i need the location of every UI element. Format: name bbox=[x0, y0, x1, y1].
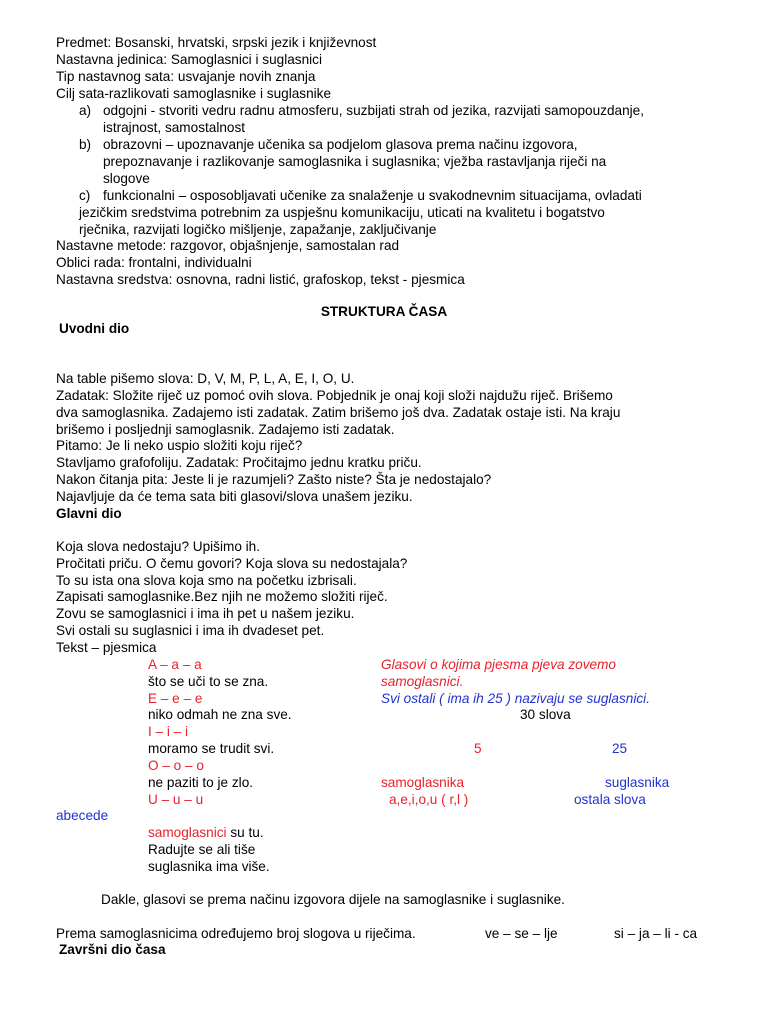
letters-30-label: 30 slova bbox=[520, 707, 571, 722]
main-line-2: Pročitati priču. O čemu govori? Koja slova su nedostajala? bbox=[56, 556, 408, 571]
goal-a-line-1: odgojni - stvoriti vedru radnu atmosferu, suzbijati strah od jezika, razvijati samopouzdanje, bbox=[103, 103, 644, 118]
lesson-goal-line: Cilj sata-razlikovati samoglasnike i suglasnike bbox=[56, 86, 332, 101]
intro-line-4: brišemo i posljednji samoglasnik. Zadajemo isti zadatak. bbox=[56, 422, 395, 437]
alphabet-label: abecede bbox=[56, 808, 109, 823]
main-line-3: To su ista ona slova koja smo na početku izbrisali. bbox=[56, 573, 357, 588]
main-line-6: Svi ostali su suglasnici i ima ih dvadeset pet. bbox=[56, 623, 325, 638]
lesson-type-line: Tip nastavnog sata: usvajanje novih znanja bbox=[56, 69, 316, 84]
syllables-line: Prema samoglasnicima određujemo broj slogova u riječima. bbox=[56, 926, 416, 941]
lesson-unit-line: Nastavna jedinica: Samoglasnici i suglasnici bbox=[56, 52, 322, 67]
poem-line-4: niko odmah ne zna sve. bbox=[148, 707, 292, 722]
syllable-example-2: si – ja – li - ca bbox=[614, 926, 698, 941]
goal-b-marker: b) bbox=[79, 137, 92, 152]
goal-c-line-1: funkcionalni – osposobljavati učenike za snalaženje u svakodnevnim situacijama, ovladati bbox=[103, 188, 642, 203]
structure-title: STRUKTURA ČASA bbox=[320, 304, 448, 319]
intro-line-3: dva samoglasnika. Zadajemo isti zadatak. Zatim brišemo još dva. Zadatak ostaje isti. Na kraju bbox=[56, 405, 621, 420]
vowels-note-line-1: Glasovi o kojima pjesma pjeva zovemo bbox=[381, 657, 616, 672]
conclusion-line: Dakle, glasovi se prema načinu izgovora dijele na samoglasnike i suglasnike. bbox=[101, 892, 565, 907]
syllable-example-1: ve – se – lje bbox=[485, 926, 558, 941]
poem-line-9: U – u – u bbox=[148, 792, 204, 807]
goal-b-line-1: obrazovni – upoznavanje učenika sa podjelom glasova prema načinu izgovora, bbox=[103, 137, 578, 152]
poem-line-10 bbox=[148, 824, 264, 841]
goal-c-line-2: jezičkim sredstvima potrebnim za uspješnu komunikaciju, uticati na kvalitetu i bogatstvo bbox=[79, 205, 605, 220]
methods-line: Nastavne metode: razgovor, objašnjenje, samostalan rad bbox=[56, 238, 400, 253]
poem-line-1: A – a – a bbox=[148, 657, 202, 672]
final-heading: Završni dio časa bbox=[59, 942, 166, 957]
goal-a-marker: a) bbox=[79, 103, 92, 118]
teaching-aids-line: Nastavna sredstva: osnovna, radni listić, grafoskop, tekst - pjesmica bbox=[56, 272, 465, 287]
poem-line-10-rest: su tu. bbox=[226, 825, 264, 840]
vowels-list: a,e,i,o,u ( r,l ) bbox=[389, 792, 469, 807]
poem-line-3: E – e – e bbox=[148, 691, 203, 706]
poem-line-6: moramo se trudit svi. bbox=[148, 741, 275, 756]
goal-b-line-2: prepoznavanje i razlikovanje samoglasnika i suglasnika; vježba rastavljanja riječi na bbox=[103, 154, 607, 169]
goal-b-line-3: slogove bbox=[103, 171, 150, 186]
other-letters-label: ostala slova bbox=[574, 792, 646, 807]
main-line-7: Tekst – pjesmica bbox=[56, 640, 157, 655]
poem-line-12: suglasnika ima više. bbox=[148, 859, 270, 874]
goal-a-line-2: istrajnost, samostalnost bbox=[103, 120, 246, 135]
subject-line: Predmet: Bosanski, hrvatski, srpski jezik i književnost bbox=[56, 35, 377, 50]
main-heading: Glavni dio bbox=[56, 506, 122, 521]
intro-line-7: Nakon čitanja pita: Jeste li je razumjeli? Zašto niste? Šta je nedostajalo? bbox=[56, 472, 492, 487]
vowels-note-line-2: samoglasnici. bbox=[381, 674, 464, 689]
intro-line-8: Najavljuje da će tema sata biti glasovi/slova unašem jeziku. bbox=[56, 489, 413, 504]
vowel-count: 5 bbox=[474, 741, 482, 756]
intro-line-6: Stavljamo grafofoliju. Zadatak: Pročitajmo jednu kratku priču. bbox=[56, 455, 422, 470]
main-line-5: Zovu se samoglasnici i ima ih pet u našem jeziku. bbox=[56, 606, 355, 621]
work-forms-line: Oblici rada: frontalni, individualni bbox=[56, 255, 252, 270]
consonants-label: suglasnika bbox=[605, 775, 670, 790]
consonant-count: 25 bbox=[612, 741, 628, 756]
goal-c-line-3: rječnika, razvijati logičko mišljenje, zapažanje, zaključivanje bbox=[79, 222, 437, 237]
poem-line-7: O – o – o bbox=[148, 758, 204, 773]
vowels-label: samoglasnika bbox=[381, 775, 465, 790]
poem-line-11: Radujte se ali tiše bbox=[148, 842, 256, 857]
poem-line-5: I – i – i bbox=[148, 724, 189, 739]
intro-line-5: Pitamo: Je li neko uspio složiti koju riječ? bbox=[56, 438, 303, 453]
poem-line-8: ne paziti to je zlo. bbox=[148, 775, 254, 790]
poem-line-2: što se uči to se zna. bbox=[148, 674, 269, 689]
main-line-4: Zapisati samoglasnike.Bez njih ne možemo složiti riječ. bbox=[56, 589, 388, 604]
intro-line-1: Na table pišemo slova: D, V, M, P, L, A, E, I, O, U. bbox=[56, 371, 355, 386]
intro-line-2: Zadatak: Složite riječ uz pomoć ovih slova. Pobjednik je onaj koji složi najdužu riječ. Brišemo bbox=[56, 388, 613, 403]
goal-c-marker: c) bbox=[79, 188, 91, 203]
poem-line-10-vowels: samoglasnici bbox=[148, 825, 227, 840]
main-line-1: Koja slova nedostaju? Upišimo ih. bbox=[56, 539, 261, 554]
consonants-note: Svi ostali ( ima ih 25 ) nazivaju se suglasnici. bbox=[381, 691, 650, 706]
intro-heading: Uvodni dio bbox=[59, 321, 130, 336]
